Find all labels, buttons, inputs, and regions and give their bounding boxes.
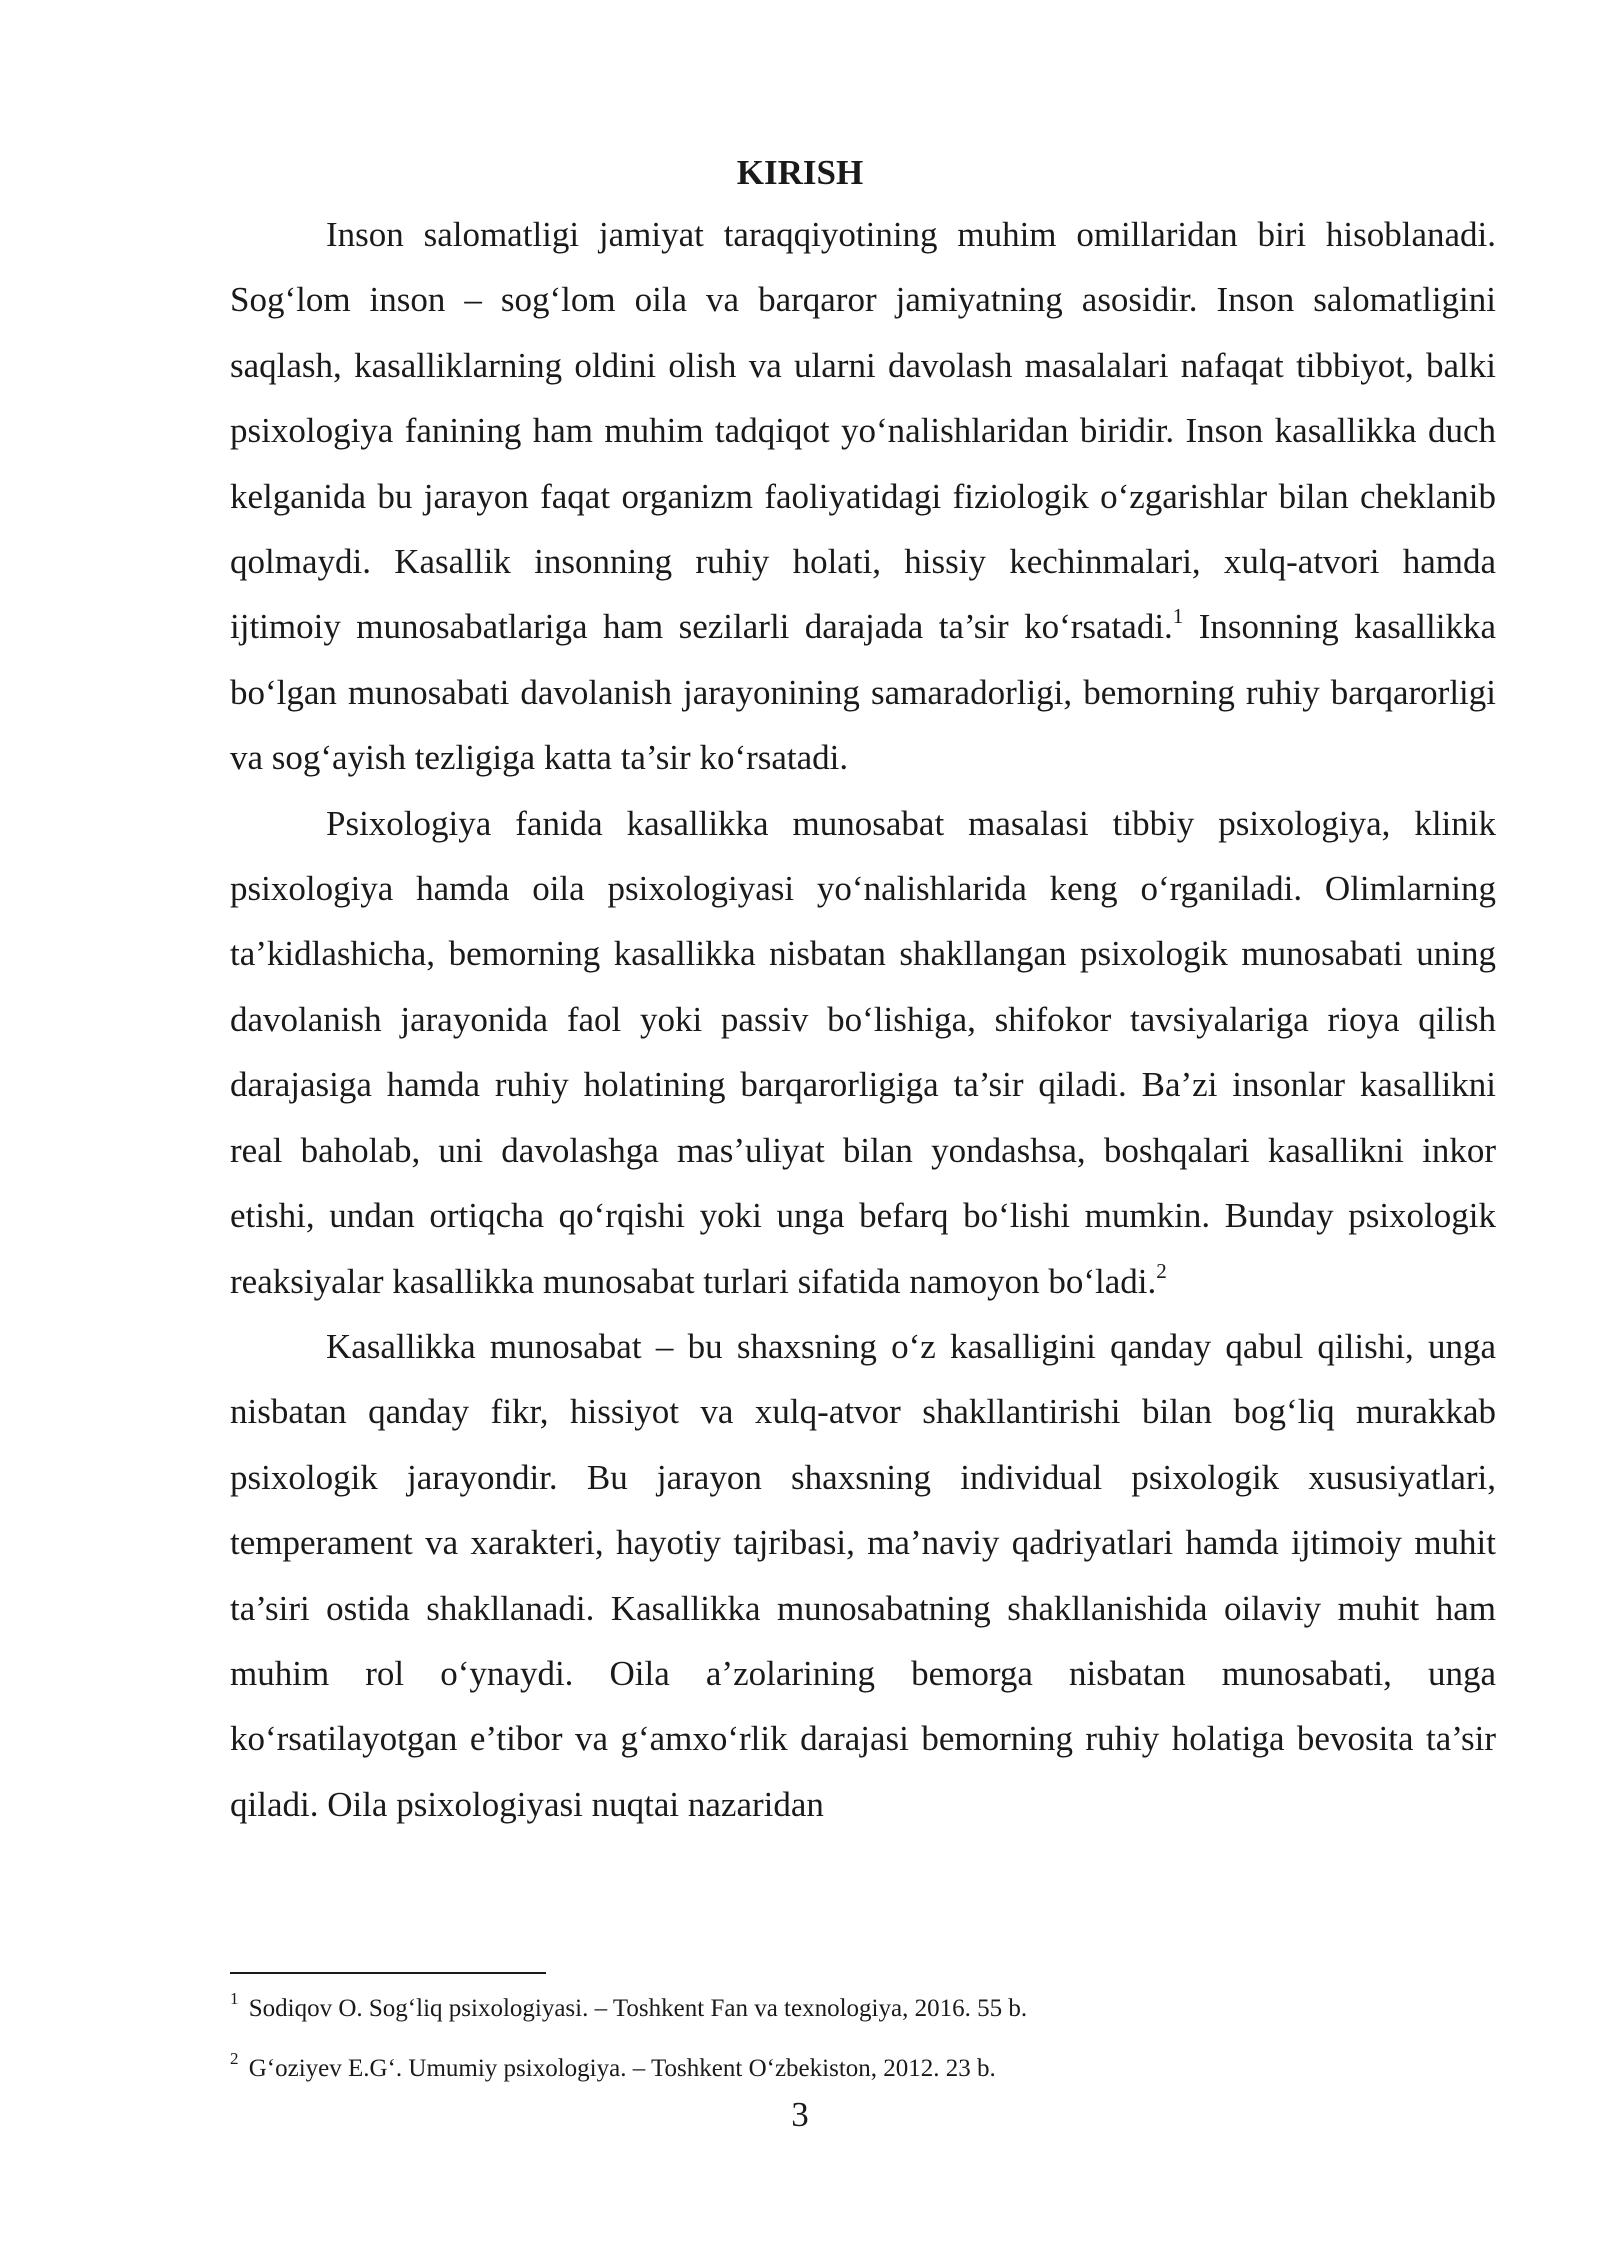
footnote-1-text: Sodiqov O. Sog‘liq psixologiyasi. – Toshkent Fan va texnologiya, 2016. 55 b. (248, 1995, 1028, 2022)
footnote-1-number: 1 (230, 1989, 239, 2008)
paragraph-3-text: Kasallikka munosabat – bu shaxsning o‘z kasalligini qanday qabul qilishi, unga nisbatan qanday fikr, hissiyot va xulq-atvor shakllantirishi bilan bog‘liq murakkab psixologik jarayondir. Bu jarayon shaxsning individual psixologik xususiyatlari, temperament va xarakteri, hayotiy tajribasi, ma’naviy qadriyatlari hamda ijtimoiy muhit ta’siri ostida shakllanadi. Kasallikka munosabatning shakllanishida oilaviy muhit ham muhim rol o‘ynaydi. Oila a’zolarining bemorga nisbatan munosabati, unga ko‘rsatilayotgan e’tibor va g‘amxo‘rlik darajasi bemorning ruhiy holatiga bevosita ta’sir qiladi. Oila psixologiyasi nuqtai nazaridan (230, 1326, 1496, 1824)
body-text (230, 202, 1496, 1837)
footnote-ref-1[interactable]: 1 (1172, 604, 1184, 629)
footnote-2 (230, 2050, 1496, 2088)
paragraph-2-text: Psixologiya fanida kasallikka munosabat masalasi tibbiy psixologiya, klinik psixologiya hamda oila psixologiyasi yo‘nalishlarida keng o‘rganiladi. Olimlarning ta’kidlashicha, bemorning kasallikka nisbatan shakllangan psixologik munosabati uning davolanish jarayonida faol yoki passiv bo‘lishiga, shifokor tavsiyalariga rioya qilish darajasiga hamda ruhiy holatining barqarorligiga ta’sir qiladi. Ba’zi insonlar kasallikni real baholab, uni davolashga mas’uliyat bilan yondashsa, boshqalari kasallikni inkor etishi, undan ortiqcha qo‘rqishi yoki unga befarq bo‘lishi mumkin. Bunday psixologik reaksiyalar kasallikka munosabat turlari sifatida namoyon bo‘ladi. (230, 803, 1496, 1301)
section-title: KIRISH (736, 153, 864, 192)
paragraph-1-text-b: Insonning kasallikka bo‘lgan munosabati davolanish jarayonining samaradorligi, bemorning ruhiy barqarorligi va sog‘ayish tezligiga katta ta’sir ko‘rsatadi. (230, 607, 1496, 778)
footnote-2-text: G‘oziyev E.G‘. Umumiy psixologiya. – Toshkent O‘zbekiston, 2012. 23 b. (248, 2055, 996, 2082)
paragraph-3 (230, 1314, 1496, 1837)
footnote-ref-2[interactable]: 2 (1156, 1258, 1167, 1283)
paragraph-2 (230, 791, 1496, 1314)
footnote-2-number: 2 (230, 2049, 239, 2068)
page-number: 3 (791, 2095, 809, 2134)
paragraph-1 (230, 202, 1496, 791)
footnote-separator (230, 1972, 546, 1974)
footnote-1 (230, 1990, 1496, 2028)
paragraph-1-text-a: Inson salomatligi jamiyat taraqqiyotining muhim omillaridan biri hisoblanadi. Sog‘lom inson – sog‘lom oila va barqaror jamiyatning asosidir. Inson salomatligini saqlash, kasalliklarning oldini olish va ularni davolash masalalari nafaqat tibbiyot, balki psixologiya fanining ham muhim tadqiqot yo‘nalishlaridan biridir. Inson kasallikka duch kelganida bu jarayon faqat organizm faoliyatidagi fiziologik o‘zgarishlar bilan cheklanib qolmaydi. Kasallik insonning ruhiy holati, hissiy kechinmalari, xulq-atvori hamda ijtimoiy munosabatlariga ham sezilarli darajada ta’sir ko‘rsatadi. (230, 215, 1496, 647)
